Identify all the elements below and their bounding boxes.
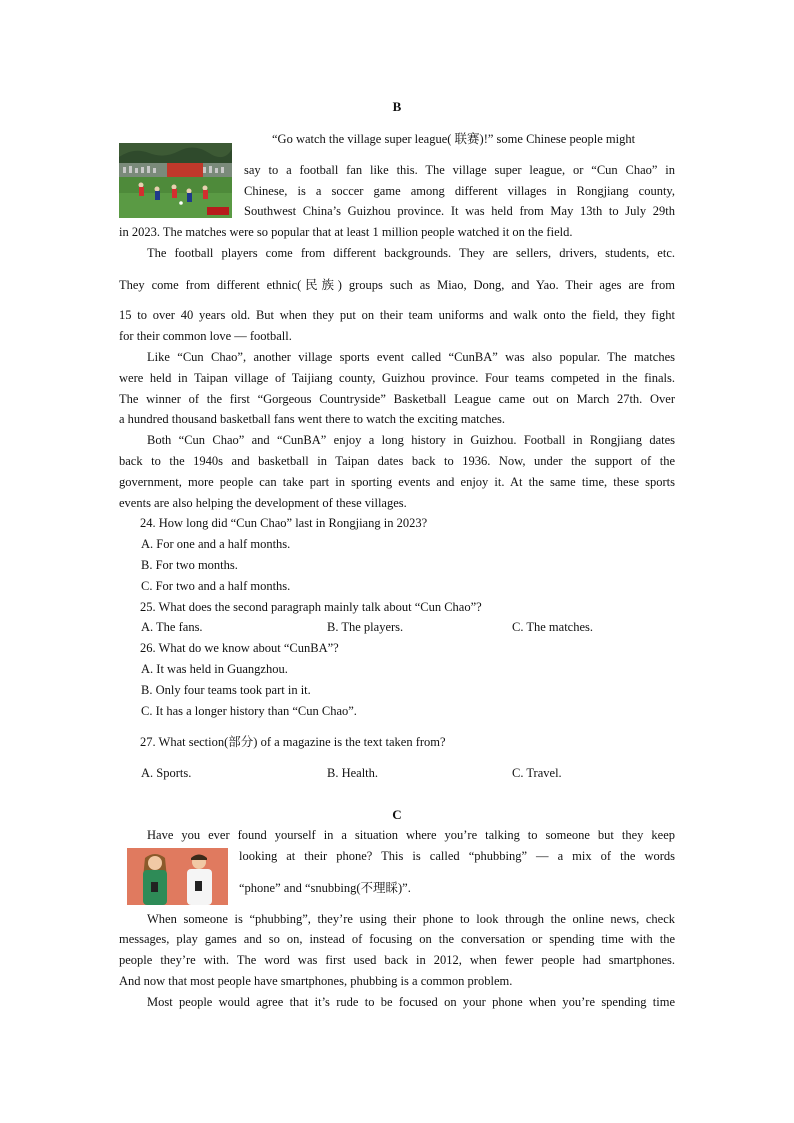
q25-option-b: B. The players. — [327, 620, 404, 634]
section-c-heading: C — [392, 807, 402, 822]
b-p4-line-1: Both “Cun Chao” and “CunBA” enjoy a long history in Guizhou. Football in Rongjiang dates — [147, 433, 675, 447]
b-p4-line-3: government, more people can take part in sporting events and enjoy it. At the same time, these sports — [119, 475, 675, 489]
b-p4-line-2: back to the 1940s and basketball in Taipan dates back to 1936. Now, under the support of the — [119, 454, 675, 468]
c-p1-line-2: looking at their phone? This is called “phubbing” — a mix of the words — [239, 849, 675, 863]
b-p1-line-1 — [272, 131, 675, 147]
c-p1-line-1: Have you ever found yourself in a situation where you’re talking to someone but they keep — [147, 828, 675, 842]
b-p1-line-3: Chinese, is a soccer game among different villages in Rongjiang county, — [244, 184, 675, 198]
b-p2-line-1: The football players come from different backgrounds. They are sellers, drivers, students, etc. — [147, 246, 675, 260]
phubbing-image — [127, 848, 228, 905]
b-p2-line-2: They come from different ethnic(民族) groups such as Miao, Dong, and Yao. Their ages are from — [119, 278, 675, 292]
c-p2-line-4: And now that most people have smartphones, phubbing is a common problem. — [119, 974, 513, 988]
question-25: 25. What does the second paragraph mainly talk about “Cun Chao”? — [140, 600, 482, 614]
b-p3-line-1: Like “Cun Chao”, another village sports event called “CunBA” was also popular. The matches — [147, 350, 675, 364]
q27-option-c: C. Travel. — [512, 766, 562, 780]
q26-option-b: B. Only four teams took part in it. — [141, 683, 311, 697]
c-p2-line-1: When someone is “phubbing”, they’re using their phone to look through the online news, check — [147, 912, 675, 926]
q26-option-a: A. It was held in Guangzhou. — [141, 662, 288, 676]
b-p3-line-3: The winner of the first “Gorgeous Countryside” Basketball League came out on March 27th. Over — [119, 392, 675, 406]
b-p1-line-4: Southwest China’s Guizhou province. It was held from May 13th to July 29th — [244, 204, 675, 218]
football-match-image — [119, 143, 232, 218]
b-p1-line-5: in 2023. The matches were so popular that at least 1 million people watched it on the field. — [119, 225, 573, 239]
q24-option-a: A. For one and a half months. — [141, 537, 291, 551]
q27-option-a: A. Sports. — [141, 766, 192, 780]
q24-option-b: B. For two months. — [141, 558, 238, 572]
c-p2-line-2: messages, play games and so on, instead of focusing on the conversation or spending time with the — [119, 932, 675, 946]
b-p3-line-2: were held in Taipan village of Taijiang county, Guizhou province. Four teams competed in the finals. — [119, 371, 675, 385]
q24-option-c: C. For two and a half months. — [141, 579, 291, 593]
section-b-heading: B — [392, 99, 402, 114]
c-p2-line-3: people they’re with. The word was first used back in 2012, when fewer people had smartphones. — [119, 953, 675, 967]
q25-option-c: C. The matches. — [512, 620, 593, 634]
q27-option-b: B. Health. — [327, 766, 379, 780]
b-p4-line-4: events are also helping the development of these villages. — [119, 496, 407, 510]
c-p1-line-3: “phone” and “snubbing(不理睬)”. — [239, 881, 411, 895]
question-24: 24. How long did “Cun Chao” last in Rongjiang in 2023? — [140, 516, 428, 530]
question-27: 27. What section(部分) of a magazine is the text taken from? — [140, 735, 446, 749]
b-p1-line-2: say to a football fan like this. The village super league, or “Cun Chao” in — [244, 163, 675, 177]
b-p3-line-4: a hundred thousand basketball fans went there to watch the exciting matches. — [119, 412, 505, 426]
q26-option-c: C. It has a longer history than “Cun Chao”. — [141, 704, 357, 718]
question-26: 26. What do we know about “CunBA”? — [140, 641, 339, 655]
q25-option-a: A. The fans. — [141, 620, 203, 634]
b-p2-line-4: for their common love — football. — [119, 329, 292, 343]
c-p3-line-1: Most people would agree that it’s rude to be focused on your phone when you’re spending time — [147, 995, 675, 1009]
b-p1-l1: “Go watch the village super league( 联赛)!” some Chinese people might — [272, 132, 636, 146]
b-p2-line-3: 15 to over 40 years old. But when they put on their team uniforms and walk onto the field, they fight — [119, 308, 675, 322]
